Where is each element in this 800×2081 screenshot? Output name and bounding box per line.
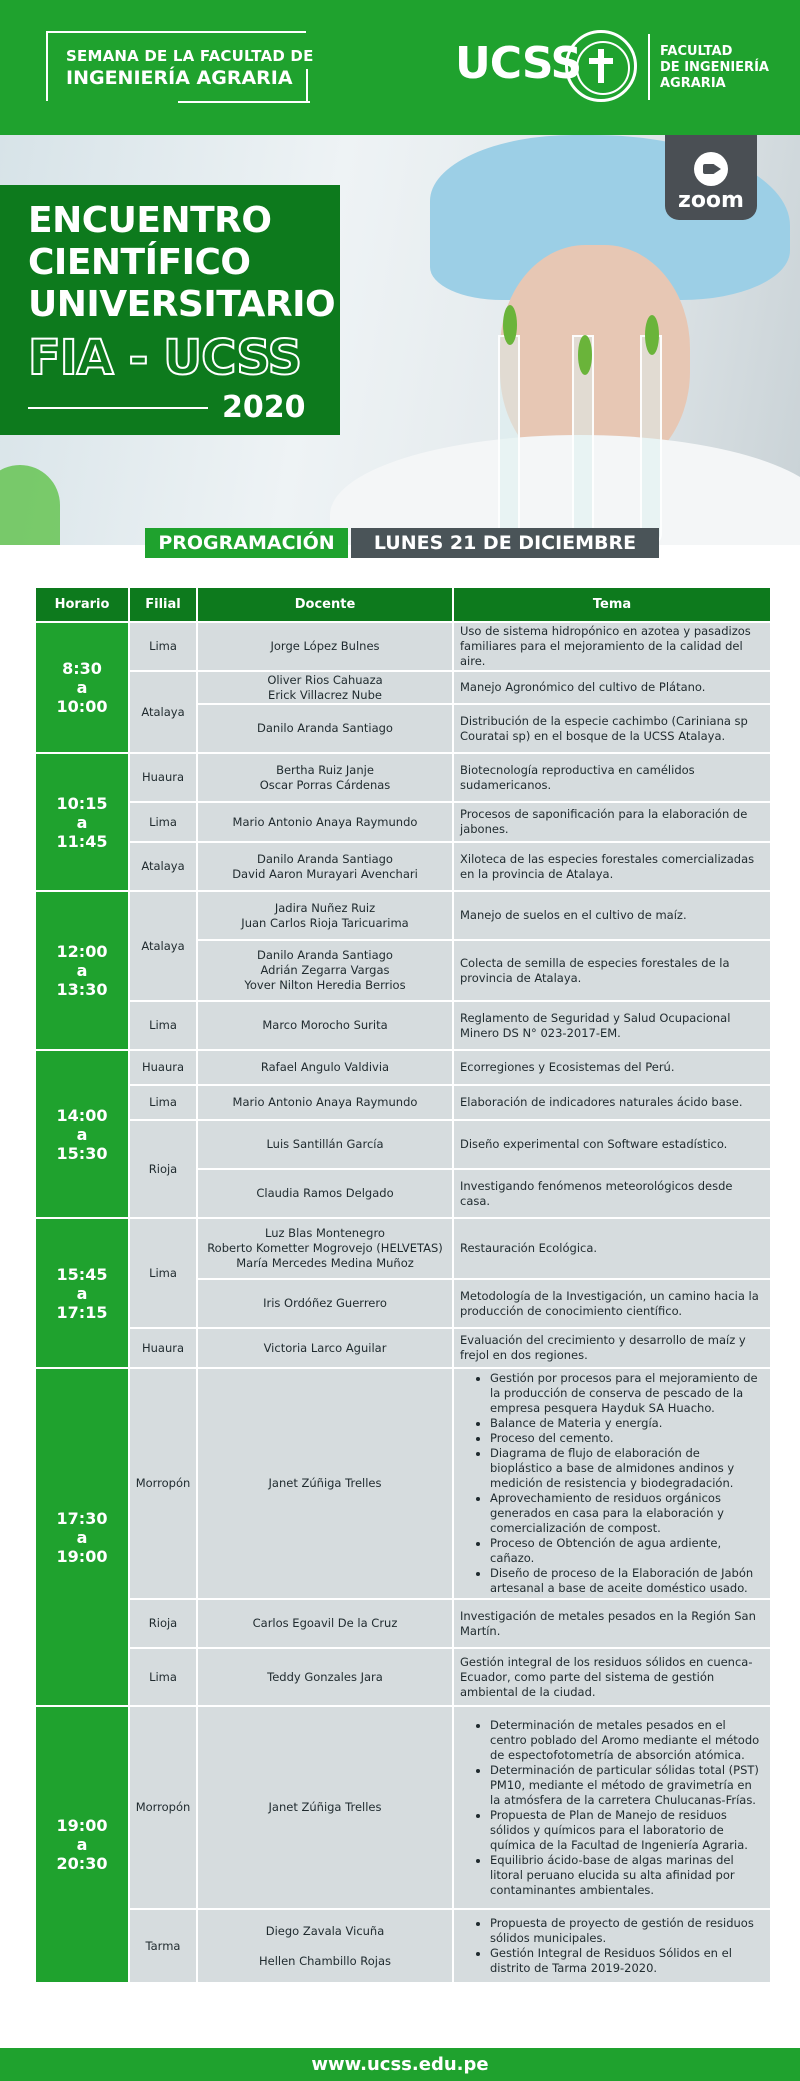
tema-cell: [454, 1051, 770, 1084]
filial-cell: [130, 754, 196, 801]
schedule-table: [36, 588, 764, 2010]
program-label: PROGRAMACIÓN: [145, 528, 348, 558]
event-title-panel: [0, 185, 340, 435]
docente-name: Bertha Ruiz Janje: [276, 762, 374, 777]
faculty-line-3: AGRARIA: [660, 76, 726, 91]
time-start: 19:00: [56, 1816, 108, 1835]
docente-name: Jadira Nuñez Ruiz: [274, 900, 376, 915]
zoom-badge: [665, 135, 757, 220]
tema-cell: [454, 754, 770, 801]
tema-text: Metodología de la Investigación, un camino hacia la producción de conocimiento científico.: [460, 1288, 759, 1318]
time-slot: [36, 623, 128, 752]
program-date: LUNES 21 DE DICIEMBRE: [351, 528, 659, 558]
tema-text: Investigando fenómenos meteorológicos desde casa.: [460, 1178, 733, 1208]
seedling-icon: [503, 305, 517, 345]
zoom-label: zoom: [678, 188, 744, 213]
docente-name: María Mercedes Medina Muñoz: [236, 1256, 414, 1270]
time-end: 11:45: [56, 831, 108, 851]
filial-cell: [130, 843, 196, 890]
filial-label: Huaura: [141, 1060, 185, 1074]
time-start: 15:45: [56, 1264, 108, 1284]
filial-cell: [130, 1086, 196, 1119]
tema-text: Colecta de semilla de especies forestales de la provincia de Atalaya.: [460, 955, 730, 985]
tema-cell: [454, 1170, 770, 1217]
flask-illustration: [0, 465, 60, 545]
filial-label: Rioja: [148, 1616, 178, 1630]
tema-list: [460, 1371, 764, 1596]
event-badge: [46, 31, 314, 101]
filial-label: Rioja: [148, 1161, 178, 1176]
time-separator: a: [76, 1527, 88, 1547]
time-slot: [36, 1051, 128, 1217]
tema-text: Elaboración de indicadores naturales ácido base.: [460, 1095, 743, 1109]
docente-name: Oliver Rios Cahuaza: [267, 672, 383, 687]
docente-cell: [198, 623, 452, 670]
time-end: 17:15: [56, 1302, 108, 1322]
docente-name: David Aaron Murayari Avenchari: [232, 866, 418, 881]
docente-name: Erick Villacrez Nube: [268, 687, 382, 702]
header-horario: Horario: [36, 588, 128, 621]
time-start: 8:30: [62, 659, 102, 678]
tema-text: Uso de sistema hidropónico en azotea y pasadizos familiares para el mejoramiento de la calidad del aire.: [460, 624, 751, 668]
docente-cell: [198, 1600, 452, 1647]
time-separator: a: [76, 1835, 88, 1854]
tema-text: Distribución de la especie cachimbo (Cariniana sp Couratai sp) en el bosque de la UCSS Atalaya.: [460, 713, 748, 743]
time-start: 17:30: [56, 1508, 108, 1528]
faculty-line-1: FACULTAD: [660, 44, 733, 59]
docente-name: Danilo Aranda Santiago: [257, 948, 393, 962]
docente-cell: [198, 1329, 452, 1367]
filial-cell: [130, 1329, 196, 1367]
tema-list-item: • Diseño de proceso de la Elaboración de Jabón artesanal a base de aceite doméstico usado.: [490, 1566, 764, 1596]
time-start: 14:00: [56, 1105, 108, 1125]
faculty-line-2: DE INGENIERÍA: [660, 60, 769, 75]
docente-name: Yover Nilton Heredia Berrios: [244, 978, 406, 992]
filial-cell: [130, 1649, 196, 1705]
filial-label: Huaura: [141, 770, 185, 784]
ucss-logo-text: UCSS: [455, 38, 582, 89]
tema-text: Manejo de suelos en el cultivo de maíz.: [460, 908, 687, 922]
docente-name: Danilo Aranda Santiago: [257, 851, 393, 866]
docente-name: Carlos Egoavil De la Cruz: [252, 1616, 398, 1630]
docente-name: Luz Blas Montenegro: [265, 1226, 385, 1240]
filial-label: Lima: [149, 639, 177, 653]
docente-name: Luis Santillán García: [266, 1137, 384, 1151]
filial-cell: [130, 892, 196, 1000]
seedling-icon: [645, 315, 659, 355]
tema-text: Manejo Agronómico del cultivo de Plátano.: [460, 680, 706, 694]
filial-label: Lima: [149, 814, 177, 829]
filial-label: Lima: [149, 1095, 177, 1109]
tema-cell: [454, 1649, 770, 1705]
docente-name: Janet Zúñiga Trelles: [268, 1476, 382, 1490]
test-tube-illustration: [640, 335, 662, 545]
tema-text: Reglamento de Seguridad y Salud Ocupacional Minero DS N° 023-2017-EM.: [460, 1010, 731, 1040]
tema-cell: [454, 892, 770, 939]
time-slot: [36, 1369, 128, 1705]
docente-name: Victoria Larco Aguilar: [263, 1340, 387, 1355]
docente-cell: [198, 705, 452, 752]
docente-name: Claudia Ramos Delgado: [256, 1186, 394, 1200]
filial-cell: [130, 1051, 196, 1084]
time-end: 19:00: [56, 1546, 108, 1566]
docente-cell: [198, 941, 452, 1000]
tema-cell: [454, 672, 770, 703]
tema-cell: [454, 1121, 770, 1168]
docente-name: Roberto Kometter Mogrovejo (HELVETAS): [207, 1241, 443, 1255]
tema-list-item: • Proceso de Obtención de agua ardiente, cañazo.: [490, 1536, 764, 1566]
docente-cell: [198, 1280, 452, 1327]
title-rule: [28, 407, 208, 409]
time-separator: a: [76, 678, 88, 697]
filial-cell: [130, 623, 196, 670]
docente-name: Hellen Chambillo Rojas: [258, 1953, 392, 1968]
docente-name: Jorge López Bulnes: [270, 639, 380, 653]
time-slot: [36, 892, 128, 1049]
tema-text: Restauración Ecológica.: [460, 1241, 598, 1255]
tema-list-item: • Gestión Integral de Residuos Sólidos en el distrito de Tarma 2019-2020.: [490, 1946, 764, 1976]
test-tube-illustration: [498, 335, 520, 545]
docente-name: Diego Zavala Vicuña: [265, 1923, 385, 1938]
university-seal-icon: [565, 30, 637, 102]
seedling-icon: [578, 335, 592, 375]
time-slot: [36, 1219, 128, 1367]
docente-cell: [198, 1170, 452, 1217]
tema-list-item: • Determinación de particular sólidas total (PST) PM10, mediante el método de gravimetría en la atmósfera de la carretera Chulucanas-Frías.: [490, 1763, 764, 1808]
title-line-3: UNIVERSITARIO: [28, 284, 336, 325]
website-link[interactable]: www.ucss.edu.pe: [311, 2054, 489, 2075]
time-end: 15:30: [56, 1143, 108, 1163]
tema-cell: [454, 941, 770, 1000]
title-year: 2020: [222, 390, 306, 425]
docente-cell: [198, 672, 452, 703]
docente-cell: [198, 1369, 452, 1598]
time-start: 12:00: [56, 942, 108, 961]
docente-name: Teddy Gonzales Jara: [267, 1669, 383, 1684]
tema-text: Biotecnología reproductiva en camélidos sudamericanos.: [460, 762, 695, 792]
filial-cell: [130, 1219, 196, 1327]
camera-icon: [694, 152, 728, 186]
tema-text: Diseño experimental con Software estadístico.: [460, 1137, 728, 1151]
docente-cell: [198, 1086, 452, 1119]
header-bar: [0, 0, 800, 135]
tema-list-item: • Proceso del cemento.: [490, 1431, 764, 1446]
docente-name: Rafael Angulo Valdivia: [260, 1060, 390, 1074]
filial-label: Huaura: [141, 1340, 185, 1355]
tema-list-item: • Propuesta de proyecto de gestión de residuos sólidos municipales.: [490, 1916, 764, 1946]
docente-name: Oscar Porras Cárdenas: [259, 777, 391, 792]
header-divider: [648, 34, 650, 100]
docente-name: Marco Morocho Surita: [262, 1018, 388, 1032]
tema-list-item: • Diagrama de flujo de elaboración de bioplástico a base de almidones andinos y medición de resistencia y biodegradación.: [490, 1446, 764, 1491]
docente-cell: [198, 1219, 452, 1278]
docente-cell: [198, 1649, 452, 1705]
tema-cell: [454, 1329, 770, 1367]
tema-list-item: • Determinación de metales pesados en el centro poblado del Aromo mediante el método de espectofotometría de absorción atómica.: [490, 1718, 764, 1763]
filial-label: Lima: [149, 1018, 177, 1032]
docente-cell: [198, 1051, 452, 1084]
filial-cell: [130, 1600, 196, 1647]
docente-name: Janet Zúñiga Trelles: [268, 1800, 382, 1814]
time-start: 10:15: [56, 793, 108, 813]
event-title-line-2: INGENIERÍA AGRARIA: [66, 67, 293, 89]
filial-label: Atalaya: [141, 704, 185, 719]
header-tema: Tema: [454, 588, 770, 621]
tema-cell: [454, 1707, 770, 1908]
tema-cell: [454, 1910, 770, 1982]
event-title-line-1: SEMANA DE LA FACULTAD DE: [66, 47, 314, 65]
docente-name: Juan Carlos Rioja Taricuarima: [241, 915, 409, 930]
filial-label: Atalaya: [141, 859, 185, 873]
filial-cell: [130, 1910, 196, 1982]
filial-label: Atalaya: [141, 938, 185, 953]
tema-cell: [454, 803, 770, 841]
time-separator: a: [76, 1283, 88, 1303]
tema-list-item: • Propuesta de Plan de Manejo de residuos sólidos y químicos para el laboratorio de química de la Facultad de Ingeniería Agraria.: [490, 1808, 764, 1853]
docente-cell: [198, 892, 452, 939]
docente-cell: [198, 843, 452, 890]
filial-label: Lima: [149, 1669, 177, 1684]
docente-cell: [198, 803, 452, 841]
tema-cell: [454, 1369, 770, 1598]
tema-cell: [454, 1002, 770, 1049]
time-slot: [36, 1707, 128, 1982]
filial-cell: [130, 1369, 196, 1598]
tema-text: Xiloteca de las especies forestales comercializadas en la provincia de Atalaya.: [460, 851, 755, 881]
docente-name: Danilo Aranda Santiago: [257, 721, 393, 735]
docente-cell: [198, 1910, 452, 1982]
docente-name: Mario Antonio Anaya Raymundo: [232, 814, 418, 829]
tema-cell: [454, 843, 770, 890]
filial-cell: [130, 1002, 196, 1049]
tema-cell: [454, 623, 770, 670]
time-slot: [36, 754, 128, 890]
title-line-4: FIA - UCSS: [28, 330, 302, 386]
tema-text: Investigación de metales pesados en la Región San Martín.: [460, 1608, 756, 1638]
tema-list-item: • Gestión por procesos para el mejoramiento de la producción de conserva de pescado de la empresa pesquera Hayduk SA Huacho.: [490, 1371, 764, 1416]
time-end: 13:30: [56, 980, 108, 999]
filial-label: Tarma: [145, 1938, 181, 1953]
tema-list-item: • Equilibrio ácido-base de algas marinas del litoral peruano elucida su alta afinidad por contaminantes ambientales.: [490, 1853, 764, 1898]
filial-cell: [130, 1707, 196, 1908]
time-separator: a: [76, 812, 88, 832]
filial-cell: [130, 672, 196, 752]
time-separator: a: [76, 1124, 88, 1144]
tema-list: [460, 1718, 764, 1898]
title-line-1: ENCUENTRO: [28, 200, 272, 241]
filial-label: Morropón: [135, 1800, 191, 1814]
tema-list-item: • Aprovechamiento de residuos orgánicos generados en casa para la elaboración y comercialización de compost.: [490, 1491, 764, 1536]
time-separator: a: [76, 961, 88, 980]
filial-cell: [130, 803, 196, 841]
tema-cell: [454, 1280, 770, 1327]
docente-cell: [198, 1121, 452, 1168]
docente-name: Iris Ordóñez Guerrero: [263, 1296, 387, 1310]
title-line-2: CIENTÍFICO: [28, 242, 251, 283]
header-docente: Docente: [198, 588, 452, 621]
tema-cell: [454, 705, 770, 752]
faculty-name: [660, 44, 769, 92]
filial-label: Lima: [149, 1265, 177, 1280]
footer-bar: [0, 2048, 800, 2081]
tema-list-item: • Balance de Materia y energía.: [490, 1416, 764, 1431]
tema-cell: [454, 1219, 770, 1278]
time-end: 10:00: [56, 697, 108, 716]
header-filial: Filial: [130, 588, 196, 621]
filial-cell: [130, 1121, 196, 1217]
tema-text: Ecorregiones y Ecosistemas del Perú.: [460, 1060, 675, 1074]
docente-name: Mario Antonio Anaya Raymundo: [232, 1095, 418, 1109]
tema-list: [460, 1916, 764, 1976]
tema-cell: [454, 1600, 770, 1647]
docente-cell: [198, 754, 452, 801]
hero-banner: [0, 135, 800, 545]
docente-name: Adrián Zegarra Vargas: [260, 963, 390, 977]
tema-text: Evaluación del crecimiento y desarrollo de maíz y frejol en dos regiones.: [460, 1333, 746, 1362]
tema-cell: [454, 1086, 770, 1119]
tema-text: Gestión integral de los residuos sólidos en cuenca-Ecuador, como parte del sistema de gestión ambiental de la ciudad.: [460, 1654, 753, 1699]
time-end: 20:30: [56, 1854, 108, 1873]
docente-cell: [198, 1707, 452, 1908]
tema-text: Procesos de saponificación para la elaboración de jabones.: [460, 807, 748, 836]
filial-label: Morropón: [135, 1476, 191, 1490]
docente-cell: [198, 1002, 452, 1049]
